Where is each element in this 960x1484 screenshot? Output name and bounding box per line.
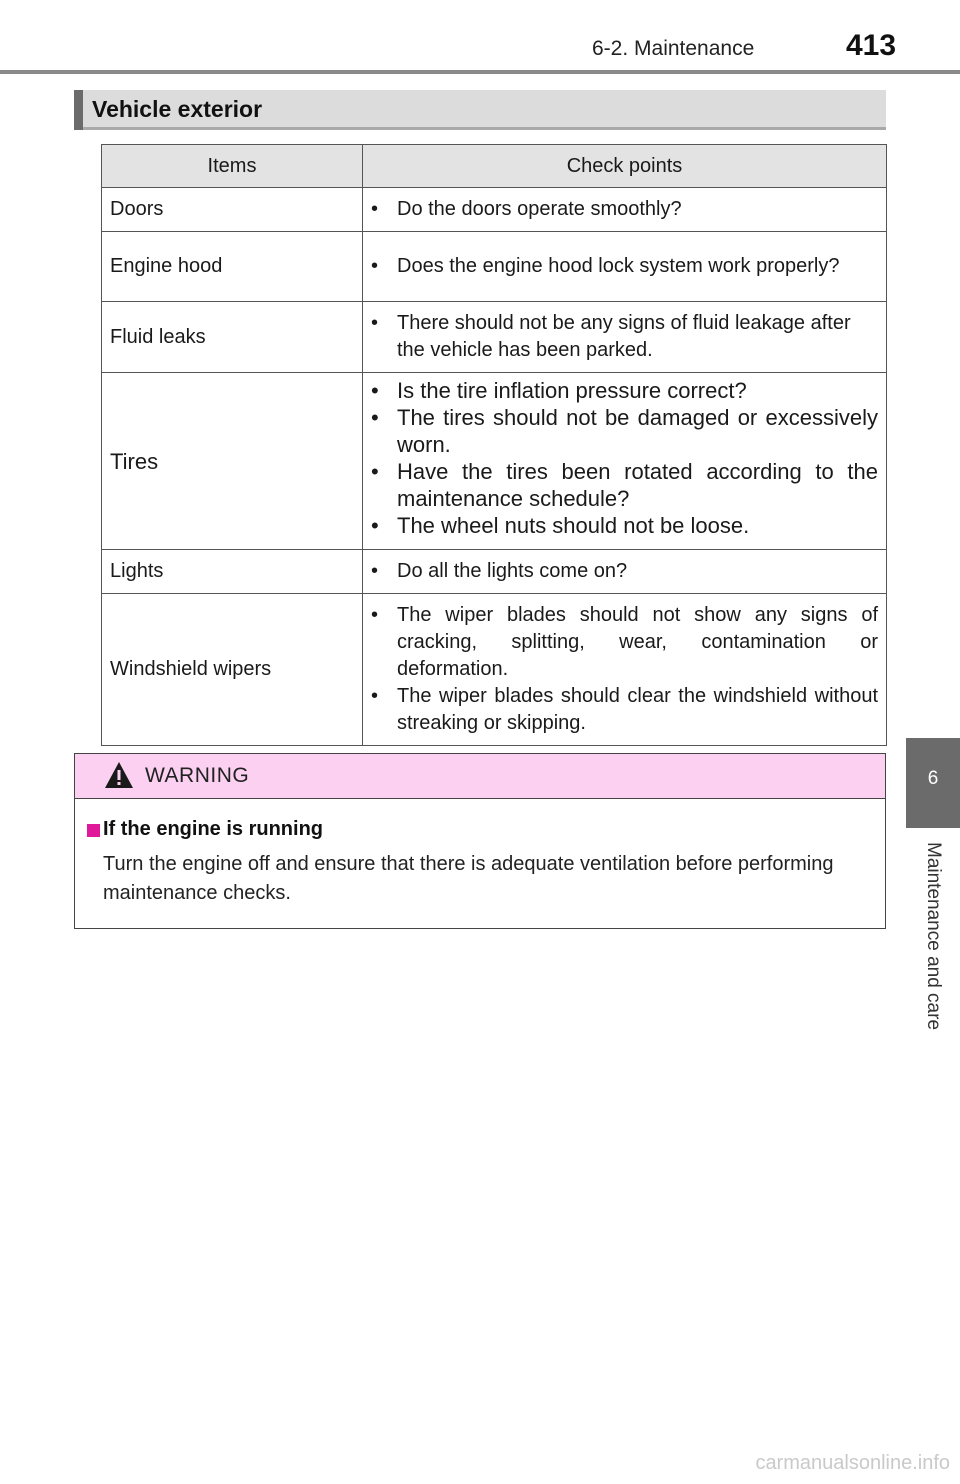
- warning-title: WARNING: [145, 764, 250, 787]
- page-number: 413: [846, 29, 897, 62]
- check-points-cell: [363, 232, 887, 302]
- item-cell: Windshield wipers: [102, 594, 363, 746]
- bullet: •: [371, 459, 379, 484]
- table-header-row: [102, 145, 887, 188]
- check-points-cell: [363, 550, 887, 594]
- column-header-items: Items: [102, 145, 363, 188]
- table-row: [102, 373, 887, 550]
- warning-triangle-icon: [103, 760, 135, 790]
- check-point: • Does the engine hood lock system work properly?: [371, 253, 878, 280]
- item-cell: Lights: [102, 550, 363, 594]
- table-row: [102, 302, 887, 373]
- bullet: •: [371, 198, 379, 220]
- bullet: •: [371, 378, 379, 403]
- check-point: • The tires should not be damaged or excessively worn.: [371, 405, 878, 457]
- warning-box: [74, 753, 886, 929]
- warning-marker-icon: [87, 824, 100, 837]
- header-section-title: 6-2. Maintenance: [592, 37, 755, 60]
- check-points-cell: [363, 373, 887, 550]
- bullet: •: [371, 312, 379, 334]
- bullet: •: [371, 255, 379, 277]
- warning-body: Turn the engine off and ensure that there is adequate ventilation before performing maintenance checks.: [103, 853, 834, 904]
- watermark: carmanualsonline.info: [755, 1452, 950, 1474]
- chapter-label: [906, 842, 960, 1062]
- item-cell: Engine hood: [102, 232, 363, 302]
- chapter-title: Maintenance and care: [923, 842, 944, 1031]
- page-header: [0, 0, 960, 76]
- section-heading-accent: [74, 90, 83, 130]
- check-point: • Is the tire inflation pressure correct?: [371, 378, 747, 403]
- warning-header: [75, 754, 885, 799]
- check-point: • The wiper blades should clear the windshield without streaking or skipping.: [371, 685, 878, 734]
- check-points-cell: [363, 302, 887, 373]
- check-points-cell: [363, 594, 887, 746]
- chapter-tab: [906, 738, 960, 828]
- check-point: • Have the tires been rotated according to the maintenance schedule?: [371, 459, 878, 511]
- warning-subheading: If the engine is running: [103, 818, 323, 840]
- bullet: •: [371, 513, 379, 538]
- table-row: [102, 550, 887, 594]
- header-rule: [0, 70, 960, 74]
- table-row: [102, 232, 887, 302]
- check-point: • There should not be any signs of fluid leakage after the vehicle has been parked.: [371, 312, 851, 361]
- bullet: •: [371, 405, 379, 430]
- item-cell: Tires: [102, 373, 363, 550]
- check-points-cell: [363, 188, 887, 232]
- bullet: •: [371, 560, 379, 582]
- check-table: [101, 144, 887, 746]
- section-heading-bar: [74, 90, 886, 130]
- check-point: • The wheel nuts should not be loose.: [371, 513, 750, 538]
- bullet: •: [371, 604, 379, 626]
- table-row: [102, 188, 887, 232]
- check-point: • Do the doors operate smoothly?: [371, 196, 878, 223]
- section-title: Vehicle exterior: [92, 96, 263, 122]
- bullet: •: [371, 685, 379, 707]
- check-point: • Do all the lights come on?: [371, 558, 878, 585]
- check-point: • The wiper blades should not show any signs of cracking, splitting, wear, contamination or deformation.: [371, 604, 878, 680]
- table-row: [102, 594, 887, 746]
- chapter-number: 6: [927, 768, 939, 789]
- item-cell: Doors: [102, 188, 363, 232]
- column-header-check-points: Check points: [363, 145, 887, 188]
- item-cell: Fluid leaks: [102, 302, 363, 373]
